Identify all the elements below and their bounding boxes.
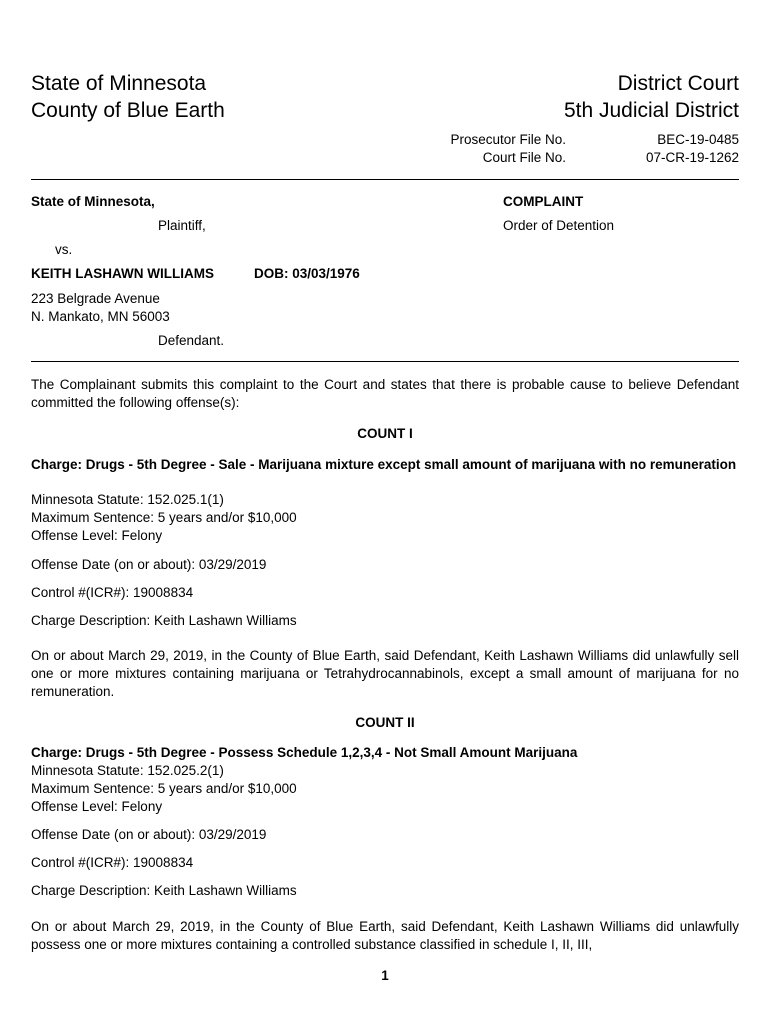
intro-paragraph: The Complainant submits this complaint to the Court and states that there is probable cause to believe Defendant committed the following offense(s): — [31, 377, 739, 410]
prosecutor-file-value: BEC-19-0485 — [657, 132, 739, 147]
plaintiff-role: Plaintiff, — [158, 218, 206, 233]
statute-line: Minnesota Statute: 152.025.1(1) — [31, 492, 224, 507]
plaintiff-name: State of Minnesota, — [31, 194, 155, 209]
control-number-line: Control #(ICR#): 19008834 — [31, 855, 194, 870]
caption-divider — [31, 361, 739, 362]
max-sentence-line: Maximum Sentence: 5 years and/or $10,000 — [31, 510, 297, 525]
statute-line: Minnesota Statute: 152.025.2(1) — [31, 763, 224, 778]
district-heading: 5th Judicial District — [563, 99, 739, 122]
court-file-label: Court File No. — [482, 150, 566, 165]
defendant-name: KEITH LASHAWN WILLIAMS — [31, 266, 214, 281]
order-type: Order of Detention — [503, 218, 615, 233]
count-narrative: On or about March 29, 2019, in the County of Blue Earth, said Defendant, Keith Lashawn Williams did unlawfully sell one or more mixtures containing marijuana or Tetrahydrocannabinols, except a small amount of marijuana for no remuneration. — [31, 648, 739, 699]
charge-description-line: Charge Description: Keith Lashawn Williams — [31, 613, 297, 628]
offense-level-line: Offense Level: Felony — [31, 799, 163, 814]
count-title: COUNT II — [355, 715, 415, 730]
charge-heading: Charge: Drugs - 5th Degree - Sale - Marijuana mixture except small amount of marijuana with no remuneration — [31, 457, 737, 472]
control-number-line: Control #(ICR#): 19008834 — [31, 585, 194, 600]
defendant-role: Defendant. — [158, 333, 225, 348]
header-divider — [31, 179, 739, 180]
prosecutor-file-label: Prosecutor File No. — [450, 132, 566, 147]
defendant-dob: DOB: 03/03/1976 — [254, 266, 360, 281]
count-narrative: On or about March 29, 2019, in the County of Blue Earth, said Defendant, Keith Lashawn Williams did unlawfully possess one or more mixtures containing a controlled substance classified in schedule I, II, III, — [31, 919, 739, 952]
court-file-value: 07-CR-19-1262 — [645, 150, 739, 165]
charge-heading: Charge: Drugs - 5th Degree - Possess Schedule 1,2,3,4 - Not Small Amount Marijuana — [31, 745, 578, 760]
page-number: 1 — [381, 968, 389, 983]
defendant-address-line2: N. Mankato, MN 56003 — [31, 309, 170, 324]
county-heading: County of Blue Earth — [31, 99, 225, 122]
versus-label: vs. — [55, 242, 73, 257]
state-heading: State of Minnesota — [31, 72, 207, 95]
charge-description-line: Charge Description: Keith Lashawn Williams — [31, 883, 297, 898]
offense-level-line: Offense Level: Felony — [31, 528, 163, 543]
max-sentence-line: Maximum Sentence: 5 years and/or $10,000 — [31, 781, 297, 796]
defendant-address-line1: 223 Belgrade Avenue — [31, 291, 160, 306]
document-type: COMPLAINT — [503, 194, 584, 209]
court-heading: District Court — [617, 72, 739, 95]
count-title: COUNT I — [357, 426, 413, 441]
offense-date-line: Offense Date (on or about): 03/29/2019 — [31, 557, 267, 572]
offense-date-line: Offense Date (on or about): 03/29/2019 — [31, 827, 267, 842]
